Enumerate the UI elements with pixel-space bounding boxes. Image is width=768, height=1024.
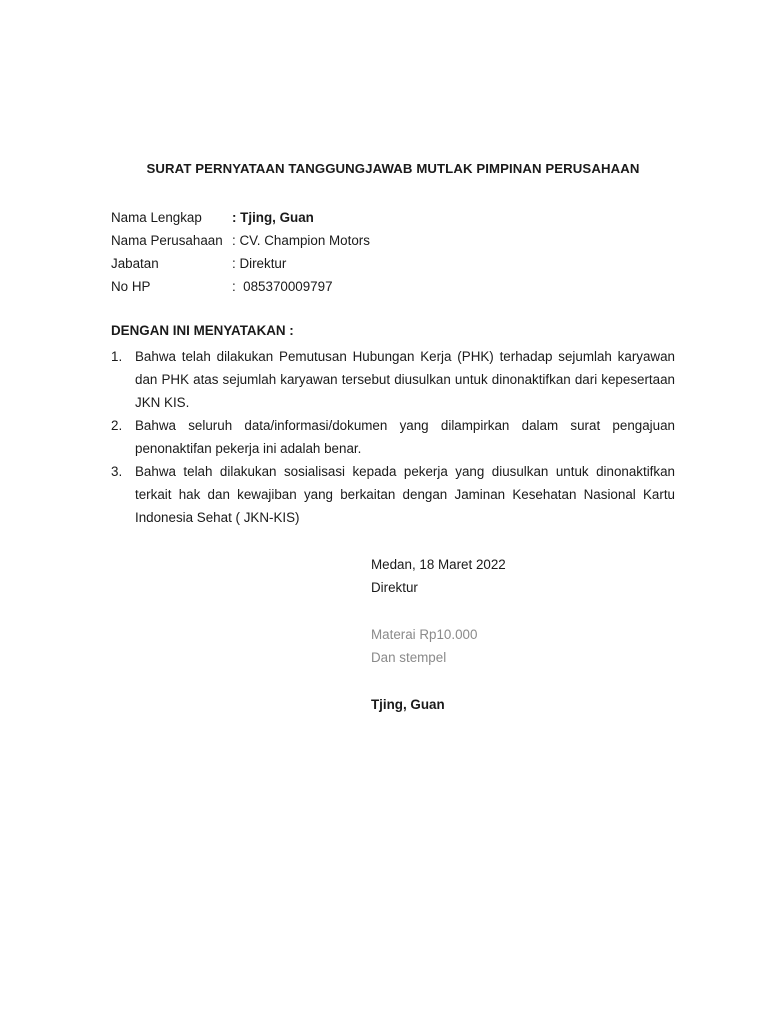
- info-label: Jabatan: [111, 256, 159, 271]
- info-row-position: [111, 254, 370, 277]
- statement-heading: DENGAN INI MENYATAKAN :: [111, 323, 294, 338]
- signer-position: Direktur: [371, 580, 418, 595]
- place-date: Medan, 18 Maret 2022: [371, 557, 506, 572]
- spacer: [371, 671, 506, 695]
- stamp-note: Dan stempel: [371, 650, 447, 665]
- document-title: SURAT PERNYATAAN TANGGUNGJAWAB MUTLAK PIMPINAN PERUSAHAAN: [146, 161, 640, 176]
- info-label: Nama Lengkap: [111, 210, 202, 225]
- info-row-company: [111, 231, 370, 254]
- list-item: [111, 460, 675, 529]
- signer-name: Tjing, Guan: [371, 697, 445, 712]
- list-text: Bahwa telah dilakukan sosialisasi kepada pekerja yang diusulkan untuk dinonaktifkan terkait hak dan kewajiban yang berkaitan dengan Jaminan Kesehatan Nasional Kartu Indonesia Sehat ( JKN-KIS): [135, 464, 675, 525]
- info-value: : Tjing, Guan: [232, 210, 314, 225]
- list-item: [111, 414, 675, 460]
- info-label: Nama Perusahaan: [111, 233, 223, 248]
- info-row-phone: [111, 277, 370, 300]
- list-text: Bahwa seluruh data/informasi/dokumen yang dilampirkan dalam surat pengajuan penonaktifan pekerja ini adalah benar.: [135, 418, 675, 456]
- list-text: Bahwa telah dilakukan Pemutusan Hubungan Kerja (PHK) terhadap sejumlah karyawan dan PHK atas sejumlah karyawan tersebut diusulkan untuk dinonaktifkan dari kepesertaan JKN KIS.: [135, 349, 675, 410]
- info-value: : Direktur: [232, 256, 287, 271]
- stamp-note: Materai Rp10.000: [371, 627, 478, 642]
- info-value: : 085370009797: [232, 279, 333, 294]
- spacer: [371, 601, 506, 625]
- signature-block: [371, 555, 506, 718]
- info-value: : CV. Champion Motors: [232, 233, 370, 248]
- list-number: 1.: [111, 349, 123, 364]
- statement-list: [111, 345, 675, 529]
- list-number: 2.: [111, 418, 123, 433]
- list-number: 3.: [111, 464, 123, 479]
- list-item: [111, 345, 675, 414]
- info-label: No HP: [111, 279, 151, 294]
- identity-section: [111, 208, 370, 300]
- info-row-name: [111, 208, 370, 231]
